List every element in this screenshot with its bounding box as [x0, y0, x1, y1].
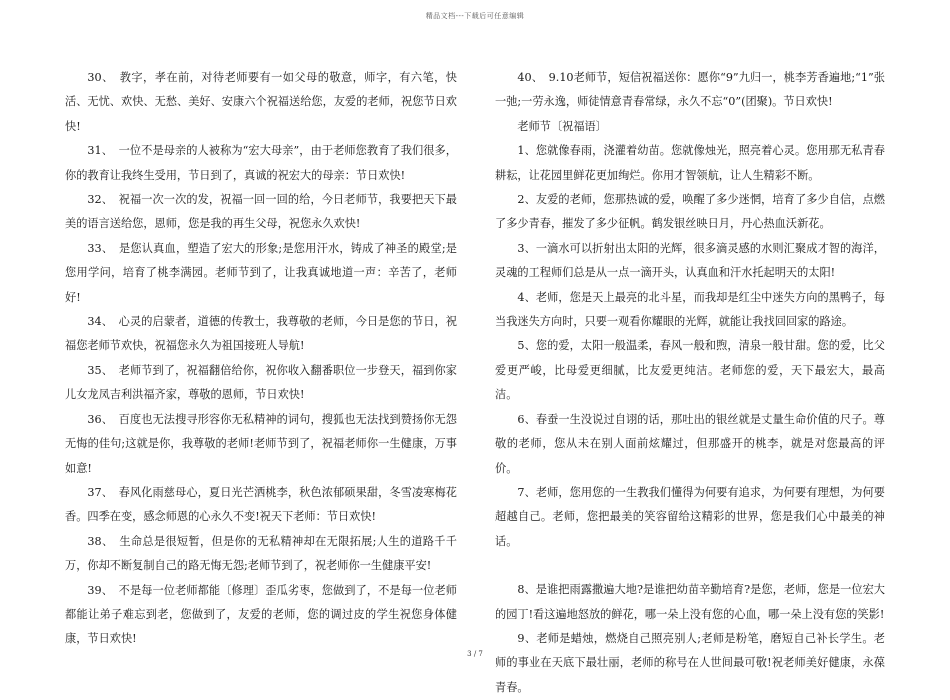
- paragraph: 39、 不是每一位老师都能〔修理〕歪瓜劣枣，您做到了，不是每一位老师都能让弟子难忘到老，您做到了，友爱的老师，您的调过皮的学生祝您身体健康，节日欢快!: [65, 583, 457, 646]
- paragraph: 5、您的爱，太阳一般温柔，春风一般和煦，清泉一般甘甜。您的爱，比父爱更严峻，比母爱更细腻，比友爱更纯洁。老师您的爱，天下最宏大，最高洁。: [495, 339, 885, 402]
- paragraph: 6、春蚕一生没说过自诩的话，那吐出的银丝就是丈量生命价值的尺子。尊敬的老师，您从未在别人面前炫耀过，但那盛开的桃李，就是对您最高的评价。: [495, 412, 885, 475]
- paragraph: 7、老师，您用您的一生教我们懂得为何要有追求，为何要有理想，为何要超越自己。老师，您把最美的笑容留给这精彩的世界，您是我们心中最美的神话。: [495, 485, 885, 548]
- left-column: [65, 66, 457, 652]
- paragraph: 35、 老师节到了，祝福翻倍给你，祝你收入翻番职位一步登天，福到你家儿女龙凤吉利洪福齐家，尊敬的恩师，节日欢快!: [65, 363, 457, 402]
- paragraph: 36、 百度也无法搜寻形容你无私精神的词句，搜狐也无法找到赞扬你无怨无悔的佳句;这就是你，我尊敬的老师!老师节到了，祝福老师你一生健康，万事如意!: [65, 412, 457, 475]
- paragraph: 37、 春风化雨慈母心，夏日光芒洒桃李，秋色浓郁硕果甜，冬雪凌寒梅花香。四季在变，感念师恩的心永久不变!祝天下老师：节日欢快!: [65, 485, 457, 524]
- section-heading: 老师节〔祝福语〕: [517, 119, 607, 133]
- paragraph: 1、您就像春雨，浇灌着幼苗。您就像烛光，照亮着心灵。您用那无私青春耕耘，让花园里鲜花更加绚烂。你用才智领航，让人生精彩不断。: [495, 144, 885, 182]
- right-column: [495, 66, 885, 700]
- paragraph: 2、友爱的老师，您那热诚的爱，唤醒了多少迷惘，培育了多少自信，点燃了多少青春，摧发了多少征帆。鹤发银丝映日月，丹心热血沃新花。: [495, 193, 885, 231]
- paragraph: 38、 生命总是很短暂，但是你的无私精神却在无限拓展;人生的道路千千万，你却不断复制自己的路无悔无怨;老师节到了，祝老师你一生健康平安!: [65, 534, 457, 573]
- paragraph: 33、 是您认真血，塑造了宏大的形象;是您用汗水，铸成了神圣的殿堂;是您用学问，培育了桃李满园。老师节到了，让我真诚地道一声：辛苦了，老师好!: [65, 241, 457, 304]
- paragraph-gap: [495, 554, 885, 578]
- paragraph: 8、是谁把雨露撒遍大地?是谁把幼苗辛勤培育?是您，老师，您是一位宏大的园丁!看这遍地怒放的鲜花，哪一朵上没有您的心血，哪一朵上没有您的笑影!: [495, 583, 885, 621]
- paragraph: 32、 祝福一次一次的发，祝福一回一回的给，今日老师节，我要把天下最美的语言送给您，恩师，您是我的再生父母，祝您永久欢快!: [65, 193, 457, 231]
- page-number: 3 / 7: [467, 650, 483, 658]
- paragraph: 4、老师，您是天上最亮的北斗星，而我却是红尘中迷失方向的黑鸭子，每当我迷失方向时，只要一观看你耀眼的光辉，就能让我找回回家的路途。: [495, 290, 885, 329]
- paragraph: 31、 一位不是母亲的人被称为“宏大母亲”，由于老师您教育了我们很多，你的教育让我终生受用，节日到了，真诚的祝宏大的母亲：节日欢快!: [65, 144, 457, 182]
- paragraph: 30、 教字，孝在前，对待老师要有一如父母的敬意，师字，有六笔，快活、无忧、欢快、无愁、美好、安康六个祝福送给您，友爱的老师，祝您节日欢快!: [65, 71, 457, 133]
- paragraph: 40、 9.10老师节，短信祝福送你：愿你“9”九归一，桃李芳香遍地;“1”张一弛;一劳永逸，师徒情意青春常绿，永久不忘“0”(团聚)。节日欢快!: [495, 71, 885, 109]
- paragraph: 9、老师是蜡烛，燃烧自己照亮别人;老师是粉笔，磨短自己补长学生。老师的事业在天底下最壮丽，老师的称号在人世间最可敬!祝老师美好健康，永葆青春。: [495, 631, 885, 694]
- page-header: 精品文档---下载后可任意编辑: [425, 12, 525, 20]
- paragraph: 3、一滴水可以折射出太阳的光辉，很多滴灵感的水则汇聚成才智的海洋，灵魂的工程师们总是从一点一滴开头，认真血和汗水托起明天的太阳!: [495, 241, 885, 280]
- paragraph: 34、 心灵的启蒙者，道德的传教士，我尊敬的老师，今日是您的节日，祝福您老师节欢快，祝福您永久为祖国接班人导航!: [65, 315, 457, 353]
